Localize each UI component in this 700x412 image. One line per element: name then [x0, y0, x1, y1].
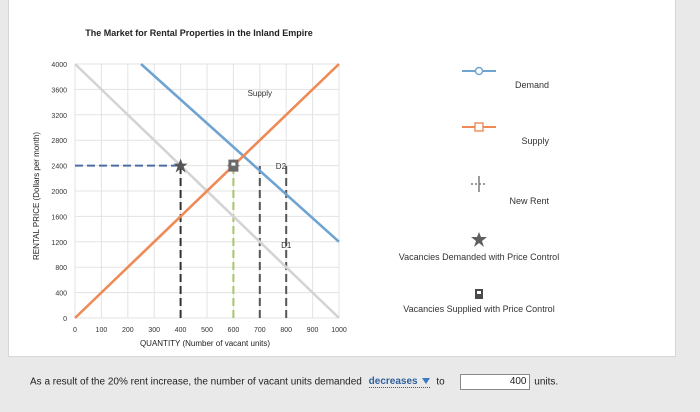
y-tick-label: 0: [63, 316, 67, 323]
dropdown-value: decreases: [368, 375, 418, 387]
y-tick-label: 4000: [51, 62, 67, 69]
change-dropdown[interactable]: [369, 376, 430, 388]
question-text: As a result of the 20% rent increase, the number of vacant units demanded: [30, 376, 362, 388]
x-tick-label: 400: [174, 327, 187, 334]
curve-label: Supply: [247, 88, 273, 98]
x-axis-label: QUANTITY (Number of vacant units): [139, 339, 271, 348]
curve-labels: [248, 89, 292, 250]
y-tick-label: 1600: [51, 214, 67, 222]
chart-title: The Market for Rental Properties in the Inland Empire: [85, 28, 313, 38]
legend-demand[interactable]: [369, 66, 589, 90]
x-tick-label: 900: [306, 327, 319, 334]
supply-icon: [462, 122, 496, 132]
question-row: [30, 374, 690, 390]
rect-icon: [474, 288, 484, 300]
x-tick-label: 0: [73, 327, 77, 334]
x-tick-label: 100: [95, 327, 108, 334]
legend-label: Demand: [514, 80, 549, 90]
x-tick-label: 300: [148, 327, 161, 334]
x-tick-label: 600: [227, 327, 240, 334]
legend-label: Vacancies Supplied with Price Control: [403, 304, 555, 314]
y-tick-label: 3200: [51, 112, 67, 120]
y-axis-label: RENTAL PRICE (Dollars per month): [32, 131, 41, 261]
curve-label: D1: [281, 241, 292, 251]
legend-vacancies-demanded[interactable]: [369, 232, 589, 262]
answer-input[interactable]: 400: [460, 374, 530, 390]
legend-label: New Rent: [509, 196, 549, 206]
legend-label: Supply: [521, 136, 549, 146]
y-tick-label: 2000: [51, 189, 67, 196]
chevron-down-icon: [422, 378, 430, 384]
to-text: to: [436, 376, 445, 388]
y-tick-label: 400: [55, 290, 67, 298]
x-tick-label: 1000: [331, 327, 347, 334]
legend-label: Vacancies Demanded with Price Control: [398, 252, 560, 262]
star-icon: [471, 232, 487, 248]
demand-icon: [462, 66, 496, 76]
y-tick-label: 800: [55, 265, 67, 273]
x-tick-label: 200: [121, 327, 134, 334]
units-text: units.: [534, 376, 559, 388]
chart-panel: [8, 0, 676, 357]
y-tick-label: 2400: [51, 163, 67, 171]
curve-label: D2: [275, 161, 287, 171]
legend-supply[interactable]: [369, 122, 589, 146]
new-rent-icon: [469, 176, 489, 192]
y-tick-label: 1200: [51, 239, 67, 247]
y-tick-label: 3600: [51, 87, 67, 95]
x-tick-label: 700: [253, 327, 266, 334]
legend-new-rent[interactable]: [369, 176, 589, 206]
x-tick-label: 800: [280, 327, 293, 334]
series-d2-line: [141, 64, 339, 242]
y-tick-label: 2800: [51, 138, 67, 146]
vacancies-supplied-marker-inner: [231, 163, 235, 166]
x-tick-label: 500: [201, 327, 213, 334]
legend-vacancies-supplied[interactable]: [369, 288, 589, 314]
